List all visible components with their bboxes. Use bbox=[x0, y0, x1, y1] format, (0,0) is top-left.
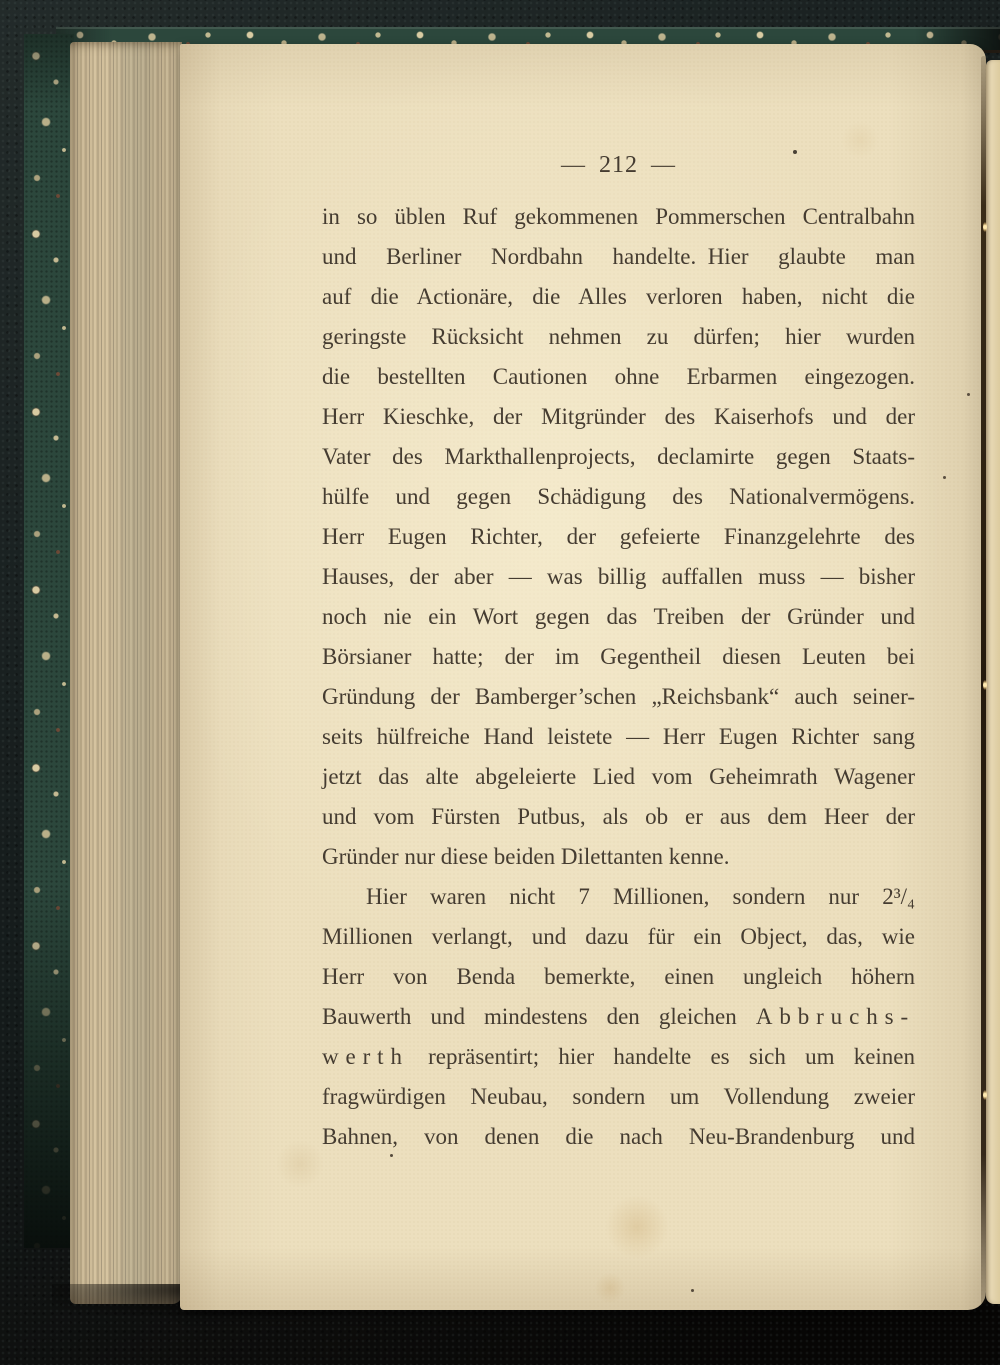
text-line bbox=[322, 1077, 915, 1117]
text-segment: repräsentirt; hier handelte es sich um keinen bbox=[408, 1044, 915, 1069]
text-line bbox=[322, 317, 915, 357]
text-segment: Bahnen, von denen die nach Neu-Brandenburg und bbox=[322, 1124, 915, 1149]
text-line bbox=[322, 1117, 915, 1157]
text-segment: fragwürdigen Neubau, sondern um Vollendung zweier bbox=[322, 1084, 915, 1109]
text-line bbox=[322, 877, 915, 917]
text-segment: die bestellten Cautionen ohne Erbarmen eingezogen. bbox=[322, 364, 915, 389]
text-line bbox=[322, 557, 915, 597]
text-segment: und vom Fürsten Putbus, als ob er aus dem Heer der bbox=[322, 804, 915, 829]
text-line bbox=[322, 597, 915, 637]
page-header bbox=[322, 145, 915, 185]
text-segment: auf die Actionäre, die Alles verloren haben, nicht die bbox=[322, 284, 915, 309]
page-edges-stack bbox=[70, 42, 182, 1304]
gutter-glint bbox=[983, 222, 987, 232]
text-line bbox=[322, 197, 915, 237]
gutter-glint bbox=[983, 680, 987, 690]
page-number: 212 bbox=[599, 152, 638, 178]
text-segment: geringste Rücksicht nehmen zu dürfen; hier wurden bbox=[322, 324, 915, 349]
text-segment: Bauwerth und mindestens den gleichen bbox=[322, 1004, 756, 1029]
text-line bbox=[322, 357, 915, 397]
text-segment: Herr Eugen Richter, der gefeierte Finanzgelehrte des bbox=[322, 524, 915, 549]
paper-speck bbox=[967, 393, 970, 396]
marbled-cover-left-edge bbox=[24, 34, 74, 1248]
header-dash-right: — bbox=[651, 152, 676, 178]
text-column bbox=[322, 145, 915, 1157]
text-segment: und Berliner Nordbahn handelte. Hier glaubte man bbox=[322, 244, 915, 269]
text-line bbox=[322, 717, 915, 757]
text-segment: Herr von Benda bemerkte, einen ungleich höhern bbox=[322, 964, 915, 989]
text-segment: hülfe und gegen Schädigung des Nationalvermögens. bbox=[322, 484, 915, 509]
text-segment: Gründer nur diese beiden Dilettanten kenne. bbox=[322, 844, 730, 869]
text-segment: Herr Kieschke, der Mitgründer des Kaiserhofs und der bbox=[322, 404, 915, 429]
text-line bbox=[322, 797, 915, 837]
text-segment: in so üblen Ruf gekommenen Pommerschen Centralbahn bbox=[322, 204, 915, 229]
text-segment: Gründung der Bamberger’schen „Reichsbank“ auch seiner- bbox=[322, 684, 915, 709]
paper-speck bbox=[390, 1154, 393, 1157]
text-line bbox=[322, 957, 915, 997]
text-segment: jetzt das alte abgeleierte Lied vom Geheimrath Wagener bbox=[322, 764, 915, 789]
emphasized-text-segment: Abbruchs- bbox=[755, 1004, 915, 1029]
text-segment: noch nie ein Wort gegen das Treiben der Gründer und bbox=[322, 604, 915, 629]
text-segment: Vater des Markthallenprojects, declamirte gegen Staats- bbox=[322, 444, 915, 469]
text-line bbox=[322, 917, 915, 957]
emphasized-text-segment: werth bbox=[322, 1044, 409, 1069]
text-line bbox=[322, 237, 915, 277]
header-dash-left: — bbox=[561, 152, 586, 178]
text-line bbox=[322, 757, 915, 797]
text-line bbox=[322, 837, 915, 877]
text-line bbox=[322, 397, 915, 437]
paper-speck bbox=[793, 150, 797, 154]
page-text bbox=[322, 197, 915, 1157]
text-line bbox=[322, 1037, 915, 1077]
text-line bbox=[322, 437, 915, 477]
book-page bbox=[180, 44, 986, 1310]
paper-speck bbox=[691, 1289, 694, 1292]
text-segment: Hauses, der aber — was billig auffallen muss — bisher bbox=[322, 564, 915, 589]
text-line bbox=[322, 677, 915, 717]
paper-speck bbox=[943, 476, 946, 479]
gutter-glint bbox=[983, 1090, 987, 1100]
text-segment: Hier waren nicht 7 Millionen, sondern nur 2³/₄ bbox=[366, 884, 915, 909]
text-line bbox=[322, 637, 915, 677]
text-line bbox=[322, 477, 915, 517]
text-line bbox=[322, 517, 915, 557]
text-line bbox=[322, 277, 915, 317]
text-segment: Börsianer hatte; der im Gegentheil diesen Leuten bei bbox=[322, 644, 915, 669]
text-segment: seits hülfreiche Hand leistete — Herr Eugen Richter sang bbox=[322, 724, 915, 749]
text-line bbox=[322, 997, 915, 1037]
next-page-edge bbox=[986, 60, 1000, 1304]
text-segment: Millionen verlangt, und dazu für ein Object, das, wie bbox=[322, 924, 915, 949]
